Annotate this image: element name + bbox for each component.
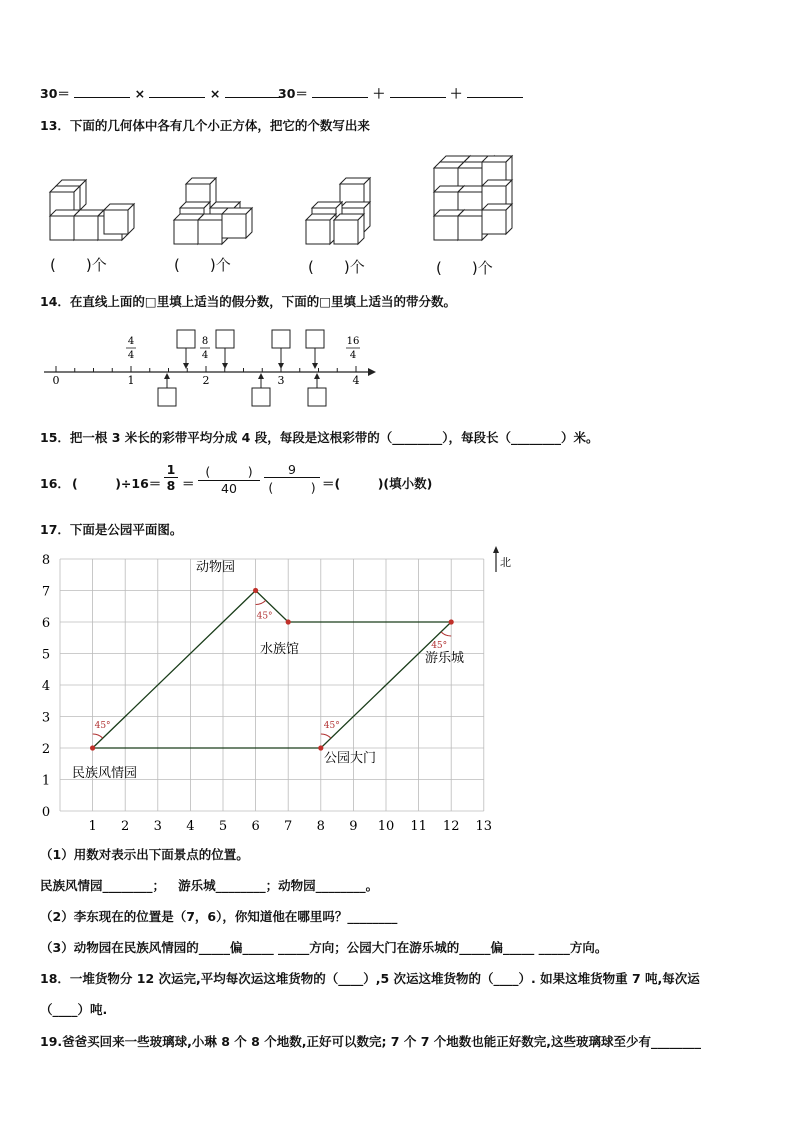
angle-arc bbox=[93, 734, 103, 738]
answer-box-above[interactable] bbox=[216, 330, 234, 348]
angle-label: 45° bbox=[323, 721, 340, 731]
map-point bbox=[318, 745, 323, 750]
fraction-numerator: 8 bbox=[201, 336, 209, 347]
fraction-3[interactable]: 9 ( ) bbox=[264, 462, 320, 496]
north-arrow-icon bbox=[492, 544, 516, 574]
answer-blank-3[interactable]: ( )个 bbox=[308, 258, 365, 276]
sum-line bbox=[278, 84, 523, 102]
map-point bbox=[286, 619, 291, 624]
times-sign: × bbox=[209, 86, 221, 101]
tick-label: 4 bbox=[352, 374, 360, 387]
x-tick-label: 12 bbox=[442, 819, 460, 834]
plus-sign: ＋ bbox=[372, 86, 386, 101]
x-tick-label: 7 bbox=[284, 819, 293, 834]
x-tick-label: 6 bbox=[251, 819, 260, 834]
answer-blank-2[interactable]: ( )个 bbox=[174, 256, 231, 274]
blank[interactable] bbox=[149, 85, 205, 98]
tick-label: 0 bbox=[52, 374, 60, 387]
equals-sign: ＝ bbox=[182, 476, 195, 491]
y-tick-label: 8 bbox=[41, 553, 51, 568]
y-tick-label: 5 bbox=[41, 647, 51, 663]
answer-blank-4[interactable]: ( )个 bbox=[436, 259, 493, 277]
sub-question-1-line: 民族风情园________； 游乐城________；动物园________。 bbox=[40, 878, 379, 893]
sub-question-2: （2）李东现在的位置是（7，6），你知道他在哪里吗？________ bbox=[40, 909, 398, 924]
y-tick-label: 2 bbox=[41, 742, 51, 757]
x-tick-label: 13 bbox=[475, 819, 493, 834]
question-16-label: 16． bbox=[40, 476, 70, 491]
question-18-line1: 18．一堆货物分 12 次运完,平均每次运这堆货物的（____）,5 次运这堆货物的（____）. 如果这堆货物重 7 吨,每次运 bbox=[40, 971, 700, 986]
map-point bbox=[449, 619, 454, 624]
sub-question-1: （1）用数对表示出下面景点的位置。 bbox=[40, 847, 249, 862]
x-tick-label: 5 bbox=[218, 819, 228, 834]
times-sign: × bbox=[134, 86, 146, 101]
factor-line bbox=[40, 84, 281, 102]
park-map bbox=[30, 540, 520, 836]
plus-sign: ＋ bbox=[449, 86, 463, 101]
answer-box-above[interactable] bbox=[177, 330, 195, 348]
answer-box-below[interactable] bbox=[252, 388, 270, 406]
question-18-line2: （____）吨. bbox=[40, 1002, 108, 1017]
x-tick-label: 2 bbox=[121, 819, 130, 834]
answer-box-above[interactable] bbox=[272, 330, 290, 348]
y-tick-label: 1 bbox=[41, 773, 51, 789]
question-14: 14．在直线上面的□里填上适当的假分数，下面的□里填上适当的带分数。 bbox=[40, 294, 457, 309]
fraction-denominator: 4 bbox=[201, 350, 209, 361]
y-tick-label: 0 bbox=[41, 805, 51, 820]
blank[interactable] bbox=[225, 85, 281, 98]
north-label: 北 bbox=[500, 556, 511, 569]
answer-box-above[interactable] bbox=[306, 330, 324, 348]
cube-figure-2 bbox=[174, 178, 252, 244]
question-16-part1: ( )÷16＝ bbox=[72, 476, 162, 491]
x-tick-label: 8 bbox=[316, 819, 325, 834]
angle-label: 45° bbox=[431, 641, 448, 651]
cube-figure-3 bbox=[306, 178, 370, 244]
y-tick-label: 7 bbox=[41, 584, 51, 600]
y-tick-label: 4 bbox=[41, 679, 51, 694]
answer-blank-1[interactable]: ( )个 bbox=[50, 256, 107, 274]
x-tick-label: 11 bbox=[410, 819, 427, 834]
tick-label: 3 bbox=[277, 374, 285, 387]
angle-label: 45° bbox=[256, 611, 273, 622]
sub-question-3: （3）动物园在民族风情园的_____偏_____ _____方向；公园大门在游乐城的_____偏_____ _____方向。 bbox=[40, 940, 608, 955]
question-15: 15．把一根 3 米长的彩带平均分成 4 段，每段是这根彩带的（________），每段长（________）米。 bbox=[40, 430, 599, 445]
equation-right: 30＝ bbox=[278, 86, 308, 101]
number-line bbox=[36, 322, 386, 414]
question-19: 19.爸爸买回来一些玻璃球,小琳 8 个 8 个地数,正好可以数完; 7 个 7 个地数也能正好数完,这些玻璃球至少有________ bbox=[40, 1034, 701, 1049]
fraction-denominator: 4 bbox=[127, 350, 135, 361]
x-tick-label: 4 bbox=[186, 819, 195, 834]
equation-left: 30＝ bbox=[40, 86, 70, 101]
tick-label: 1 bbox=[127, 374, 135, 387]
cube-figure-4 bbox=[434, 156, 512, 240]
arrow-head-icon bbox=[368, 368, 376, 376]
map-point bbox=[253, 588, 258, 593]
place-label-folk: 民族风情园 bbox=[72, 766, 138, 781]
y-tick-label: 3 bbox=[41, 710, 51, 726]
place-label-aquarium: 水族馆 bbox=[260, 642, 300, 657]
cube-figure-1 bbox=[50, 180, 134, 240]
fraction-numerator: 16 bbox=[346, 336, 360, 347]
angle-arc bbox=[321, 734, 331, 738]
angle-label: 45° bbox=[94, 721, 111, 731]
tick-label: 2 bbox=[202, 374, 210, 387]
blank[interactable] bbox=[74, 85, 130, 98]
fraction-1: $\frac{1}{8}$ bbox=[164, 462, 178, 493]
blank[interactable] bbox=[390, 85, 446, 98]
angle-arc bbox=[441, 632, 451, 636]
map-point bbox=[90, 745, 95, 750]
place-label-gate: 公园大门 bbox=[324, 751, 377, 766]
blank[interactable] bbox=[467, 85, 523, 98]
fraction-2[interactable]: ( ) 40 bbox=[198, 462, 260, 496]
answer-box-below[interactable] bbox=[308, 388, 326, 406]
x-tick-label: 10 bbox=[377, 819, 395, 834]
x-tick-label: 3 bbox=[153, 819, 162, 834]
y-tick-label: 6 bbox=[41, 616, 51, 631]
fraction-numerator: 4 bbox=[127, 336, 135, 347]
blank[interactable] bbox=[312, 85, 368, 98]
place-label-amusement: 游乐城 bbox=[425, 651, 465, 666]
angle-arc bbox=[256, 601, 266, 605]
question-17: 17．下面是公园平面图。 bbox=[40, 522, 183, 537]
fraction-denominator: 4 bbox=[349, 350, 357, 361]
place-label-zoo: 动物园 bbox=[196, 560, 236, 575]
x-tick-label: 9 bbox=[349, 819, 358, 834]
question-16-part2: ＝( )(填小数) bbox=[322, 476, 433, 491]
answer-box-below[interactable] bbox=[158, 388, 176, 406]
question-13: 13．下面的几何体中各有几个小正方体，把它的个数写出来 bbox=[40, 118, 370, 133]
x-tick-label: 1 bbox=[88, 819, 97, 834]
